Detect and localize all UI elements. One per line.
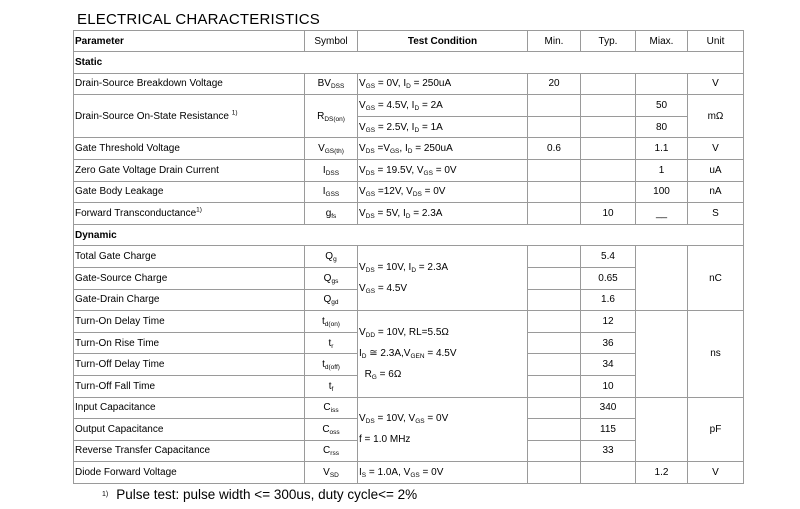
max-cell: 50 xyxy=(636,95,688,117)
table-row xyxy=(74,246,744,268)
typ-cell: 33 xyxy=(581,440,636,462)
param-cell: Turn-Off Delay Time xyxy=(74,354,305,376)
symbol-cell: $C_{rss}$ xyxy=(305,440,358,462)
symbol-cell: $C_{oss}$ xyxy=(305,419,358,441)
min-cell: 0.6 xyxy=(528,138,581,160)
typ-cell: 0.65 xyxy=(581,267,636,289)
min-cell xyxy=(528,397,581,419)
symbol-cell: $t_f$ xyxy=(305,375,358,397)
table-row xyxy=(74,138,744,160)
min-cell xyxy=(528,375,581,397)
typ-cell: 1.6 xyxy=(581,289,636,311)
max-cell: __ xyxy=(636,203,688,225)
symbol-cell: $Q_{gs}$ xyxy=(305,267,358,289)
section-label: Dynamic xyxy=(74,224,744,246)
condition-cell: $V_{DS} = 10V$, $I_D = 2.3A$ $V_{GS} = 4.5V$ xyxy=(358,246,528,311)
typ-cell: 34 xyxy=(581,354,636,376)
condition-cell: $V_{GS} =12V$, $V_{DS} = 0V$ xyxy=(358,181,528,203)
condition-cell: $V_{GS} = 0V$, $I_D = 250uA$ xyxy=(358,73,528,95)
min-cell xyxy=(528,116,581,138)
param-cell: Turn-On Rise Time xyxy=(74,332,305,354)
param-cell: Gate-Source Charge xyxy=(74,267,305,289)
unit-cell: pF xyxy=(688,397,744,462)
typ-cell xyxy=(581,95,636,117)
unit-cell: V xyxy=(688,462,744,484)
typ-cell xyxy=(581,73,636,95)
param-cell: Drain-Source Breakdown Voltage xyxy=(74,73,305,95)
section-label: Static xyxy=(74,52,744,74)
table-row xyxy=(74,397,744,419)
min-cell xyxy=(528,332,581,354)
typ-cell xyxy=(581,138,636,160)
condition-cell: $V_{DD} = 10V$, RL=5.5Ω $I_D$ ≅ $2.3A,V_{GEN} = 4.5V$ $R_G = 6\Omega$ xyxy=(358,311,528,397)
symbol-cell: $I_{DSS}$ xyxy=(305,159,358,181)
header-min: Min. xyxy=(528,31,581,52)
param-cell: Drain-Source On-State Resistance $^{1)}$ xyxy=(74,95,305,138)
condition-cell: $V_{GS} = 4.5V$, $I_D = 2A$ xyxy=(358,95,528,117)
footnote-mark: 1) xyxy=(102,491,109,498)
footnote-text: Pulse test: pulse width <= 300us, duty cycle<= 2% xyxy=(116,487,418,502)
section-row-static xyxy=(74,52,744,74)
table-header-row xyxy=(74,31,744,52)
symbol-cell: $C_{iss}$ xyxy=(305,397,358,419)
param-cell: Turn-Off Fall Time xyxy=(74,375,305,397)
table-row xyxy=(74,181,744,203)
unit-cell: V xyxy=(688,73,744,95)
max-cell xyxy=(636,246,688,311)
min-cell xyxy=(528,159,581,181)
min-cell xyxy=(528,203,581,225)
header-symbol: Symbol xyxy=(305,31,358,52)
unit-cell: nA xyxy=(688,181,744,203)
max-cell: 1.2 xyxy=(636,462,688,484)
condition-cell: $V_{DS} =V_{GS}$, $I_D = 250uA$ xyxy=(358,138,528,160)
max-cell xyxy=(636,397,688,462)
max-cell xyxy=(636,311,688,397)
symbol-cell: $g_{fs}$ xyxy=(305,203,358,225)
typ-cell: 36 xyxy=(581,332,636,354)
typ-cell: 5.4 xyxy=(581,246,636,268)
min-cell xyxy=(528,462,581,484)
typ-cell: 340 xyxy=(581,397,636,419)
header-unit: Unit xyxy=(688,31,744,52)
min-cell: 20 xyxy=(528,73,581,95)
header-typ: Typ. xyxy=(581,31,636,52)
unit-cell: ns xyxy=(688,311,744,397)
section-row-dynamic xyxy=(74,224,744,246)
typ-cell: 10 xyxy=(581,375,636,397)
min-cell xyxy=(528,354,581,376)
symbol-cell: $I_{GSS}$ xyxy=(305,181,358,203)
symbol-cell: $t_{d(on)}$ xyxy=(305,311,358,333)
unit-cell: nC xyxy=(688,246,744,311)
min-cell xyxy=(528,419,581,441)
unit-cell: uA xyxy=(688,159,744,181)
table-row xyxy=(74,462,744,484)
param-cell: Forward Transconductance$^{1)}$ xyxy=(74,203,305,225)
symbol-cell: $Q_g$ xyxy=(305,246,358,268)
header-max: Miax. xyxy=(636,31,688,52)
unit-cell: S xyxy=(688,203,744,225)
condition-cell: $V_{DS} = 19.5V$, $V_{GS} = 0V$ xyxy=(358,159,528,181)
symbol-cell: $Q_{gd}$ xyxy=(305,289,358,311)
param-cell: Input Capacitance xyxy=(74,397,305,419)
max-cell: 80 xyxy=(636,116,688,138)
min-cell xyxy=(528,267,581,289)
param-cell: Zero Gate Voltage Drain Current xyxy=(74,159,305,181)
table-row xyxy=(74,311,744,333)
param-cell: Turn-On Delay Time xyxy=(74,311,305,333)
max-cell: 1 xyxy=(636,159,688,181)
symbol-cell: $BV_{DSS}$ xyxy=(305,73,358,95)
param-cell: Output Capacitance xyxy=(74,419,305,441)
typ-cell xyxy=(581,181,636,203)
min-cell xyxy=(528,95,581,117)
symbol-cell: $R_{DS(on)}$ xyxy=(305,95,358,138)
header-condition: Test Condition xyxy=(358,31,528,52)
typ-cell: 10 xyxy=(581,203,636,225)
param-cell: Total Gate Charge xyxy=(74,246,305,268)
param-cell: Reverse Transfer Capacitance xyxy=(74,440,305,462)
condition-cell: $V_{GS} = 2.5V$, $I_D = 1A$ xyxy=(358,116,528,138)
footnote xyxy=(102,487,417,502)
min-cell xyxy=(528,311,581,333)
max-cell xyxy=(636,73,688,95)
electrical-characteristics-table xyxy=(73,30,744,484)
table-row xyxy=(74,73,744,95)
min-cell xyxy=(528,440,581,462)
typ-cell xyxy=(581,159,636,181)
min-cell xyxy=(528,289,581,311)
page-title: ELECTRICAL CHARACTERISTICS xyxy=(77,11,321,28)
condition-cell: $V_{DS} = 5V$, $I_D = 2.3A$ xyxy=(358,203,528,225)
min-cell xyxy=(528,246,581,268)
param-cell: Gate Threshold Voltage xyxy=(74,138,305,160)
condition-cell: $V_{DS} = 10V$, $V_{GS} = 0V$ f = 1.0 MHz xyxy=(358,397,528,462)
symbol-cell: $t_{d(off)}$ xyxy=(305,354,358,376)
typ-cell xyxy=(581,116,636,138)
max-cell: 1.1 xyxy=(636,138,688,160)
table-row xyxy=(74,203,744,225)
condition-cell: $I_S = 1.0A$, $V_{GS} = 0V$ xyxy=(358,462,528,484)
unit-cell: V xyxy=(688,138,744,160)
typ-cell xyxy=(581,462,636,484)
header-parameter: Parameter xyxy=(74,31,305,52)
min-cell xyxy=(528,181,581,203)
max-cell: 100 xyxy=(636,181,688,203)
typ-cell: 12 xyxy=(581,311,636,333)
symbol-cell: $V_{SD}$ xyxy=(305,462,358,484)
symbol-cell: $t_r$ xyxy=(305,332,358,354)
typ-cell: 115 xyxy=(581,419,636,441)
table-row xyxy=(74,159,744,181)
param-cell: Diode Forward Voltage xyxy=(74,462,305,484)
table-row xyxy=(74,95,744,117)
unit-cell: mΩ xyxy=(688,95,744,138)
param-cell: Gate-Drain Charge xyxy=(74,289,305,311)
symbol-cell: $V_{GS(th)}$ xyxy=(305,138,358,160)
param-cell: Gate Body Leakage xyxy=(74,181,305,203)
